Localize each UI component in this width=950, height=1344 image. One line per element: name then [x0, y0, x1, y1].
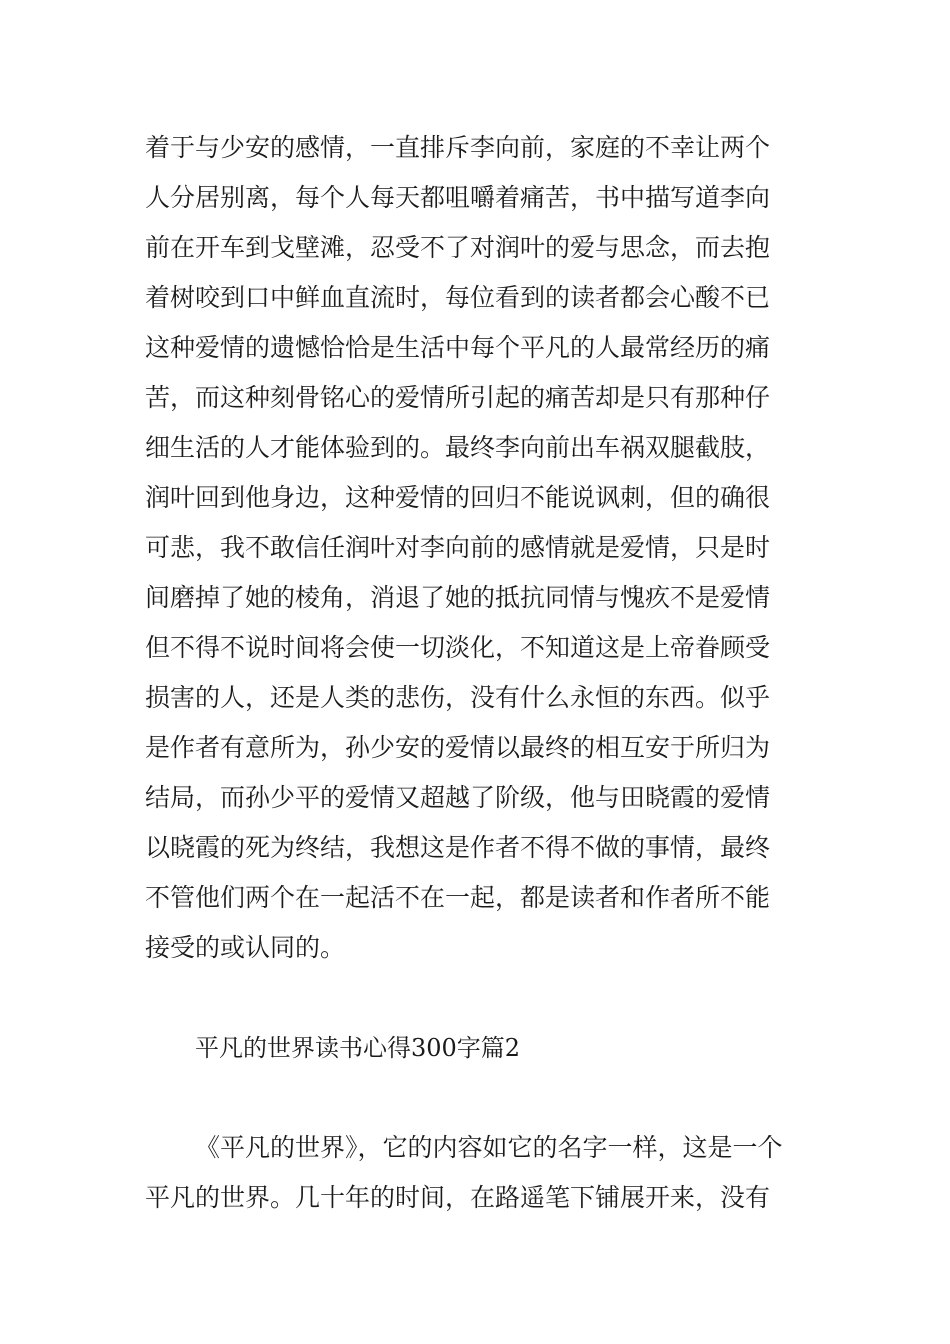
text-line: 苦，而这种刻骨铭心的爱情所引起的痛苦却是只有那种仔: [145, 383, 771, 412]
text-line: 间磨掉了她的棱角，消退了她的抵抗同情与愧疚不是爱情: [145, 583, 771, 612]
text-line: 细生活的人才能体验到的。最终李向前出车祸双腿截肢，: [145, 433, 771, 462]
text-line: 这种爱情的遗憾恰恰是生活中每个平凡的人最常经历的痛: [145, 333, 771, 362]
text-line: 接受的或认同的。: [145, 933, 346, 962]
text-line: 结局，而孙少平的爱情又超越了阶级，他与田晓霞的爱情: [145, 783, 771, 812]
text-line: 《平凡的世界》，它的内容如它的名字一样，这是一个: [195, 1133, 783, 1162]
text-line: 可悲，我不敢信任润叶对李向前的感情就是爱情，只是时: [145, 533, 771, 562]
text-line: 前在开车到戈壁滩，忍受不了对润叶的爱与思念，而去抱: [145, 233, 771, 262]
text-line: 以晓霞的死为终结，我想这是作者不得不做的事情，最终: [145, 833, 771, 862]
text-line: 但不得不说时间将会使一切淡化，不知道这是上帝眷顾受: [145, 633, 771, 662]
text-line: 着于与少安的感情，一直排斥李向前，家庭的不幸让两个: [145, 133, 771, 162]
text-line: 着树咬到口中鲜血直流时，每位看到的读者都会心酸不已: [145, 283, 771, 312]
text-line: 润叶回到他身边，这种爱情的回归不能说讽刺，但的确很: [145, 483, 771, 512]
section-heading: 平凡的世界读书心得300字篇2: [195, 1034, 521, 1062]
text-line: 平凡的世界。几十年的时间，在路遥笔下铺展开来，没有: [145, 1183, 771, 1212]
text-line: 损害的人，还是人类的悲伤，没有什么永恒的东西。似乎: [145, 683, 771, 712]
text-line: 不管他们两个在一起活不在一起，都是读者和作者所不能: [145, 883, 771, 912]
text-line: 是作者有意所为，孙少安的爱情以最终的相互安于所归为: [145, 733, 771, 762]
text-line: 人分居别离，每个人每天都咀嚼着痛苦，书中描写道李向: [145, 183, 771, 212]
